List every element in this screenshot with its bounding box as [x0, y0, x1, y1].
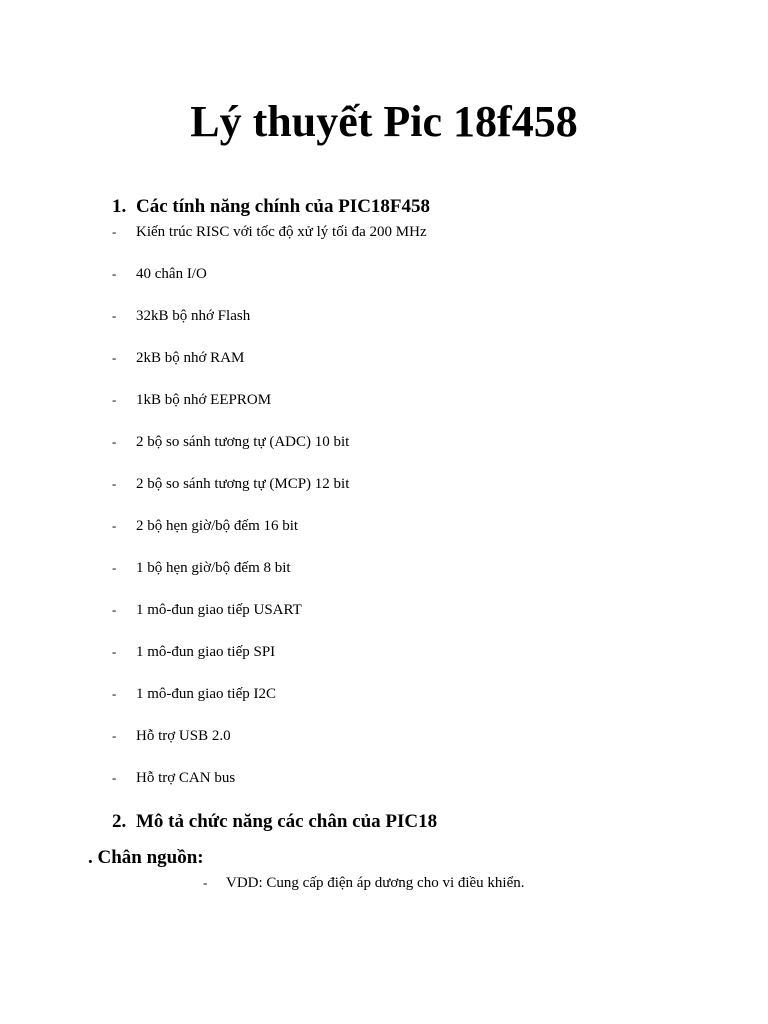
bullet-dash: - — [112, 560, 117, 575]
section-heading-features — [112, 195, 430, 219]
list-item-text: 1 bộ hẹn giờ/bộ đếm 8 bit — [136, 560, 291, 576]
list-item-text: Hỗ trợ CAN bus — [136, 770, 236, 786]
bullet-dash: - — [112, 770, 117, 785]
list-item — [112, 348, 427, 390]
list-item — [112, 516, 427, 558]
list-item — [112, 600, 427, 642]
bullet-dash: - — [112, 434, 117, 449]
section-heading-pins — [112, 810, 437, 834]
bullet-dash: - — [112, 644, 117, 659]
bullet-dash: - — [112, 728, 117, 743]
section-heading-text: Mô tả chức năng các chân của PIC18 — [136, 811, 438, 832]
list-item — [112, 222, 427, 264]
bullet-dash: - — [112, 350, 117, 365]
bullet-dash: - — [112, 518, 117, 533]
list-item — [112, 474, 427, 516]
list-item — [112, 768, 427, 810]
list-item — [112, 558, 427, 600]
list-item-text: 2 bộ hẹn giờ/bộ đếm 16 bit — [136, 518, 299, 534]
list-item-text: 1 mô-đun giao tiếp SPI — [136, 644, 276, 660]
bullet-dash: - — [203, 875, 208, 890]
features-list — [112, 222, 427, 810]
section-number: 2. — [112, 811, 127, 832]
list-item — [112, 264, 427, 306]
bullet-dash: - — [112, 686, 117, 701]
bullet-dash: - — [112, 266, 117, 281]
list-item-text: 1 mô-đun giao tiếp I2C — [136, 686, 276, 702]
subheading-power-pins: . Chân nguồn: — [88, 847, 204, 868]
list-item — [112, 432, 427, 474]
bullet-dash: - — [112, 392, 117, 407]
list-item-text: 2 bộ so sánh tương tự (ADC) 10 bit — [136, 434, 350, 450]
list-item — [112, 642, 427, 684]
list-item-text: 1kB bộ nhớ EEPROM — [136, 392, 272, 408]
list-item-text: Hỗ trợ USB 2.0 — [136, 728, 231, 744]
list-item — [203, 873, 525, 893]
bullet-dash: - — [112, 602, 117, 617]
page-title: Lý thuyết Pic 18f458 — [190, 97, 578, 146]
list-item — [112, 684, 427, 726]
list-item-text: 2 bộ so sánh tương tự (MCP) 12 bit — [136, 476, 350, 492]
bullet-dash: - — [112, 224, 117, 239]
section-heading-text: Các tính năng chính của PIC18F458 — [136, 196, 431, 217]
section-number: 1. — [112, 196, 127, 217]
bullet-dash: - — [112, 476, 117, 491]
list-item-text: Kiến trúc RISC với tốc độ xử lý tối đa 200 MHz — [136, 224, 427, 240]
list-item — [112, 306, 427, 348]
bullet-dash: - — [112, 308, 117, 323]
list-item-text: 2kB bộ nhớ RAM — [136, 350, 245, 366]
list-item — [112, 726, 427, 768]
list-item-text: 40 chân I/O — [136, 266, 207, 282]
list-item — [112, 390, 427, 432]
list-item-text: VDD: Cung cấp điện áp dương cho vi điều khiển. — [226, 875, 525, 891]
list-item-text: 32kB bộ nhớ Flash — [136, 308, 251, 324]
list-item-text: 1 mô-đun giao tiếp USART — [136, 602, 302, 618]
